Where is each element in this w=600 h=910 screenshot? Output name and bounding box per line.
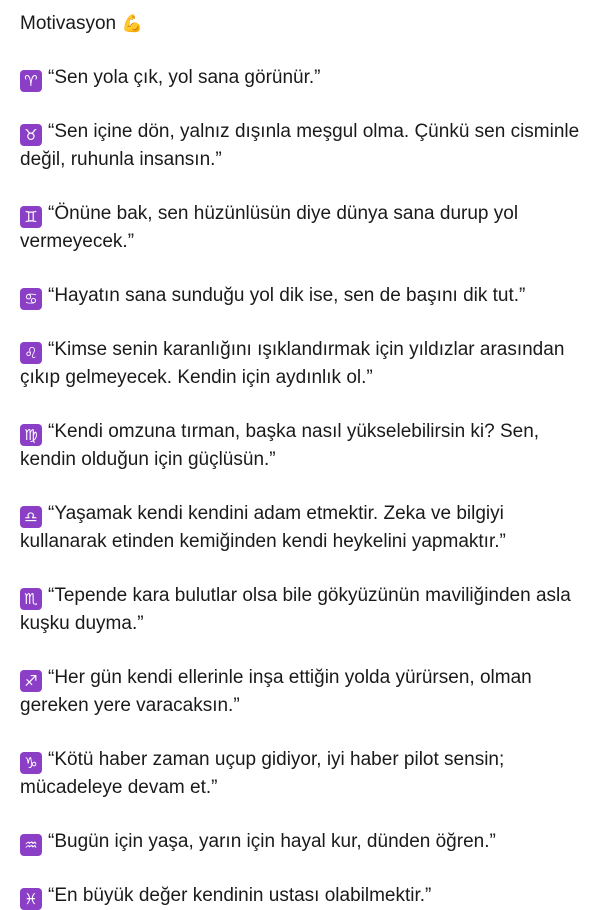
quote-entry — [20, 336, 580, 392]
quote-text: “Sen yola çık, yol sana görünür.” — [48, 67, 321, 88]
quote-text: “Kendi omzuna tırman, başka nasıl yükselebilirsin ki? Sen, kendin olduğun için güçlüsün.” — [20, 421, 540, 470]
leo-icon: ♌ — [20, 342, 42, 364]
quote-entry — [20, 282, 580, 310]
scorpio-icon: ♏ — [20, 588, 42, 610]
quote-entry — [20, 882, 580, 910]
quote-text: “Sen içine dön, yalnız dışınla meşgul olma. Çünkü sen cisminle değil, ruhunla insansın.” — [20, 121, 580, 170]
quote-text: “En büyük değer kendinin ustası olabilmektir.” — [48, 885, 432, 906]
quote-text: “Hayatın sana sunduğu yol dik ise, sen de başını dik tut.” — [48, 285, 526, 306]
quote-entry — [20, 828, 580, 856]
quote-entry — [20, 118, 580, 174]
pisces-icon: ♓ — [20, 888, 42, 910]
capricorn-icon: ♑ — [20, 752, 42, 774]
quote-entry — [20, 582, 580, 638]
virgo-icon: ♍ — [20, 424, 42, 446]
sagittarius-icon: ♐ — [20, 670, 42, 692]
post-title — [20, 10, 580, 38]
quote-text: “Kimse senin karanlığını ışıklandırmak için yıldızlar arasından çıkıp gelmeyecek. Kendin için aydınlık ol.” — [20, 339, 565, 388]
quote-text: “Önüne bak, sen hüzünlüsün diye dünya sana durup yol vermeyecek.” — [20, 203, 519, 252]
quote-text: “Bugün için yaşa, yarın için hayal kur, dünden öğren.” — [48, 831, 496, 852]
taurus-icon: ♉ — [20, 124, 42, 146]
quote-list — [20, 64, 580, 910]
flexed-biceps-icon: 💪 — [121, 14, 143, 33]
quote-text: “Her gün kendi ellerinle inşa ettiğin yolda yürürsen, olman gereken yere varacaksın.” — [20, 667, 532, 716]
cancer-icon: ♋ — [20, 288, 42, 310]
quote-entry — [20, 64, 580, 92]
quote-entry — [20, 664, 580, 720]
gemini-icon: ♊ — [20, 206, 42, 228]
quote-entry — [20, 500, 580, 556]
quote-entry — [20, 418, 580, 474]
title-text: Motivasyon — [20, 13, 117, 34]
aquarius-icon: ♒ — [20, 834, 42, 856]
aries-icon: ♈ — [20, 70, 42, 92]
quote-text: “Yaşamak kendi kendini adam etmektir. Zeka ve bilgiyi kullanarak etinden kemiğinden kendi heykelini yapmaktır.” — [20, 503, 506, 552]
quote-entry — [20, 200, 580, 256]
quote-text: “Kötü haber zaman uçup gidiyor, iyi haber pilot sensin; mücadeleye devam et.” — [20, 749, 505, 798]
libra-icon: ♎ — [20, 506, 42, 528]
quote-entry — [20, 746, 580, 802]
quote-text: “Tepende kara bulutlar olsa bile gökyüzünün maviliğinden asla kuşku duyma.” — [20, 585, 571, 634]
